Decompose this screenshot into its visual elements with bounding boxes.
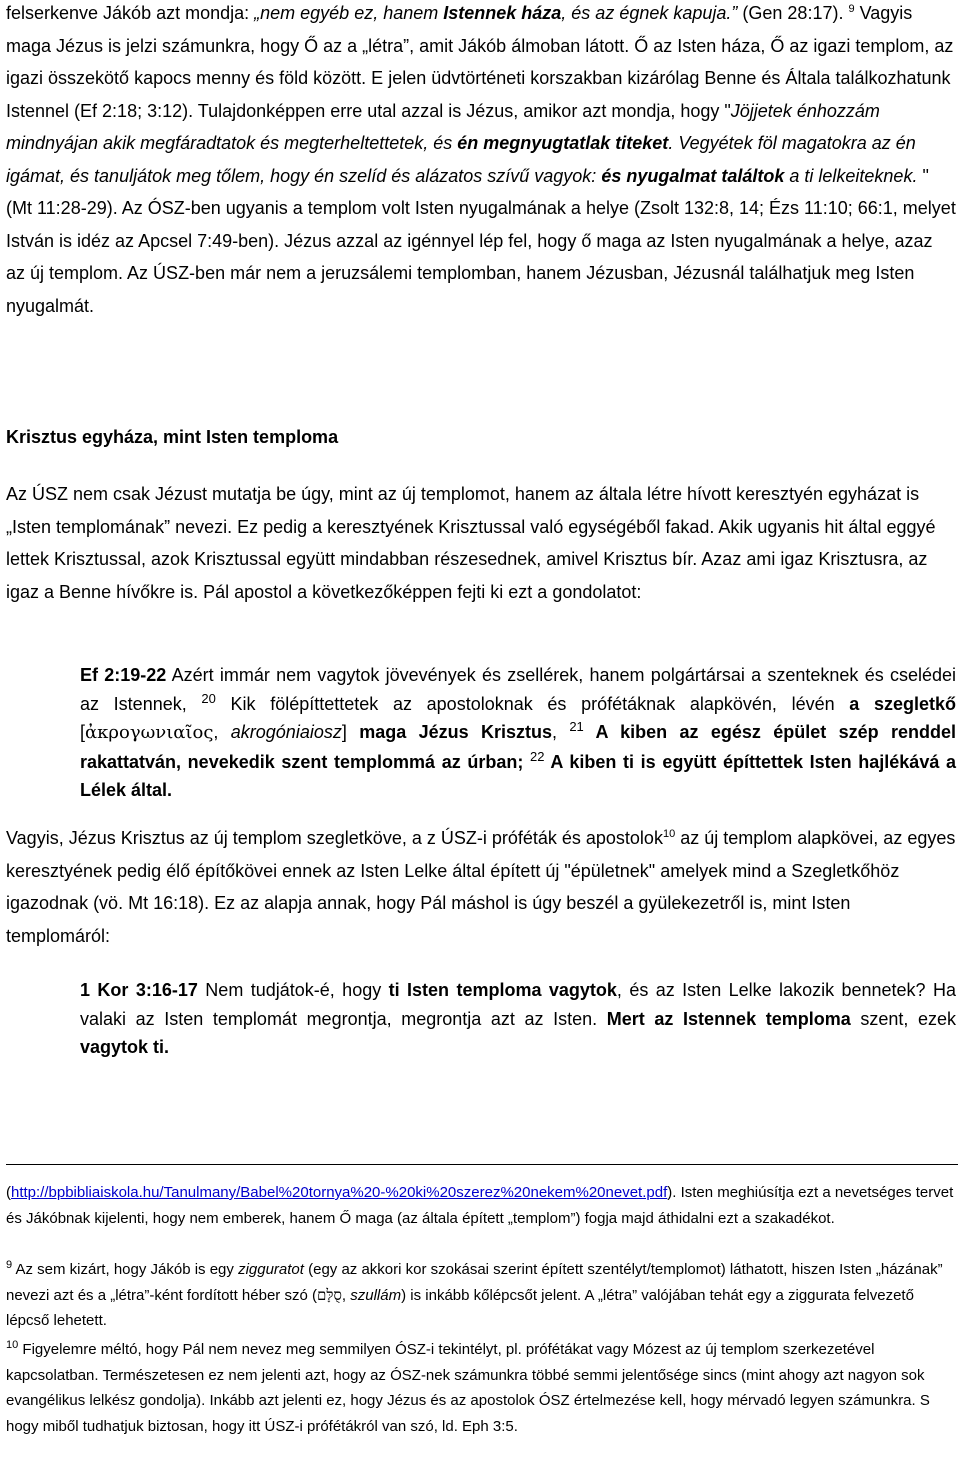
quote-emphasis: vagytok ti.: [80, 1037, 170, 1057]
scripture-reference: 1 Kor 3:16-17: [80, 980, 198, 1000]
quote-emphasis: én megnyugtatlak titeket: [457, 133, 669, 153]
verse-number: 20: [201, 690, 216, 706]
footnote-number: 10: [6, 1339, 19, 1351]
transliteration: akrogóniaiosz: [230, 722, 342, 742]
quote-emphasis: a szegletkő: [849, 693, 956, 714]
intro-text: " (Mt 11:28-29). Az ÓSZ-ben ugyanis a templom volt Isten nyugalmának a helye (Zsolt 132:8, 14; Ézs 11:10; 66:1, melyet István is idéz az Apcsel 7:49-ben). Jézus azzal az igénnyel lép fel, hogy ő maga az Isten nyugalmának a helye, azaz az új templom. Az ÚSZ-ben már nem a jeruzsálemi templomban, hanem Jézusban, Jézusnál találhatjuk meg Isten nyugalmát.: [6, 165, 956, 316]
quote-emphasis: és nyugalmat találtok: [601, 165, 785, 186]
footnote-text: ). Isten meghiúsítja ezt a nevetséges tervet és Jákóbnak kijelenti, hogy nem emberek, hanem Ő maga (az általa épített „templom”) fogja majd áthidalni ezt a szakadékot.: [6, 1184, 954, 1227]
footnote-number: 9: [6, 1259, 13, 1271]
footnote-text: Figyelemre méltó, hogy Pál nem nevez meg semmilyen ÓSZ-i tekintélyt, pl. prófétákat vagy Mózest az új templom szerkezetével kapcsolatban. Természetesen ez nem jelenti azt, hogy az ÓSZ-nek számunkra többé semmi jelentősége sincs (mint ahogy azt nagyon sok evangélikus lelkész gondolja). Inkább azt jelenti ez, hogy Jézus és az apostolok ÓSZ értelmezése kell, hogy mérvadó legyen számunkra. S hogy miből tudhatjuk biztosan, hogy itt ÚSZ-i prófétákról van szó, ld. Eph 3:5.: [6, 1341, 930, 1435]
quote-text: , és az égnek kapuja.”: [561, 3, 738, 23]
quote-text: „nem egyéb ez, hanem: [254, 3, 444, 23]
footnote-text: ,: [341, 1286, 351, 1304]
intro-paragraph: [6, 0, 956, 322]
quote-emphasis: A kiben ti is együtt építtettek Isten hajlékává a Lélek által.: [80, 751, 956, 800]
verse-number: 21: [569, 719, 584, 734]
scripture-quote-corinthians: [80, 976, 956, 1062]
intro-text: (Gen 28:17).: [737, 3, 849, 23]
footnote-continuation: [6, 1180, 956, 1231]
scripture-reference: Ef 2:19-22: [80, 665, 167, 685]
footnote-text: Az sem kizárt, hogy Jákób is egy: [12, 1261, 239, 1278]
quote-emphasis: Mert az Istennek temploma: [606, 1008, 851, 1029]
verse-number: 22: [529, 748, 545, 764]
section3-paragraph: [6, 822, 956, 952]
body-text: Vagyis, Jézus Krisztus az új templom szegletköve, a z ÚSZ-i próféták és apostolok: [6, 828, 663, 848]
quote-emphasis: Istennek háza: [443, 3, 562, 23]
footnote-9: [6, 1257, 956, 1334]
quote-text: Kik fölépíttettetek az apostoloknak és prófétáknak alapkövén, lévén: [215, 693, 850, 714]
footnote-10: [6, 1337, 956, 1439]
greek-word: ἀκρογωνιαῖος: [85, 722, 214, 743]
footnote-text: ) is inkább kőlépcsőt jelent. A „létra” valójában tehát egy a ziggurata felvezető lépcső lehetett.: [6, 1286, 914, 1329]
quote-text: [: [80, 722, 86, 742]
quote-text: szent, ezek: [850, 1008, 957, 1029]
quote-text: Azért immár nem vagytok jövevények és zsellérek, hanem polgártársai a szenteknek és cselédei az Istennek,: [80, 665, 957, 714]
section-heading: Krisztus egyháza, mint Isten temploma: [6, 427, 339, 447]
quote-text: ,: [213, 722, 231, 742]
quote-text: Nem tudjátok-é, hogy: [197, 980, 389, 1000]
body-text: az új templom alapkövei, az egyes keresztyének pedig élő építőkövei ennek az Isten Lelke által épített új "épületnek" amelyek mind a Szegletkőhöz igazodnak (vö. Mt 16:18). Ez az alapja annak, hogy Pál máshol is úgy beszél a gyülekezetről is, mint Isten templomáról:: [6, 828, 956, 946]
intro-text: Vagyis maga Jézus is jelzi számunkra, hogy Ő az a „létra”, amit Jákób álmoban látott. Ő az Isten háza, Ő az igazi templom, az igazi összekötő kapocs menny és föld között. E jelen üdvtörténeti korszakban kizárólag Benne és Általa találkozhatunk Istennel (Ef 2:18; 3:12). Tulajdonképpen erre utal azzal is Jézus, amikor azt mondja, hogy ": [6, 3, 954, 121]
hebrew-word: סֻלָּם: [316, 1285, 342, 1304]
quote-text: a ti lelkeiteknek.: [784, 165, 918, 186]
footnote-text: (: [6, 1184, 11, 1201]
footnote-emphasis: zigguratot: [238, 1261, 304, 1278]
quote-emphasis: ti Isten temploma vagytok: [388, 980, 617, 1000]
footnote-marker-10[interactable]: 10: [662, 828, 676, 840]
section2-paragraph: Az ÚSZ nem csak Jézust mutatja be úgy, mint az új templomot, hanem az általa létre hívott keresztyén egyházat is „Isten templomának” nevezi. Ez pedig a keresztyének Krisztussal való egységéből fakad. Akik ugyanis hit által eggyé lettek Krisztussal, azok Krisztussal együtt mindabban részesednek, amivel Krisztus bír. Azaz ami igaz Krisztusra, az igaz a Benne hívőkre is. Pál apostol a következőképpen fejti ki ezt a gondolatot:: [6, 484, 936, 602]
quote-text: , és az Isten Lelke lakozik bennetek? Ha valaki az Isten templomát megrontja, megrontja azt az Isten.: [80, 980, 956, 1029]
footnote-text: (egy az akkori kor szokásai szerint épített szentélyt/templomot) láthatott, hiszen Isten „házának” nevezi azt és a „létra”-ként fordított héber szó (: [6, 1261, 943, 1304]
quote-text: ]: [341, 722, 360, 742]
quote-text: ,: [551, 722, 570, 742]
scripture-quote-ephesians: [80, 661, 956, 805]
quote-text: Jöjjetek énhozzám mindnyájan akik megfáradtatok és megterheltettetek, és: [6, 100, 880, 153]
intro-text: felserkenve Jákób azt mondja:: [6, 3, 255, 23]
quote-emphasis: maga Jézus Krisztus: [359, 722, 552, 742]
footnote-separator: [6, 1164, 958, 1165]
footnote-link[interactable]: http://bpbibliaiskola.hu/Tanulmany/Babel%20tornya%20-%20ki%20szerez%20nekem%20nevet.pdf: [11, 1184, 668, 1201]
quote-emphasis: A kiben az egész épület szép renddel rakattatván, nevekedik szent templommá az úrban;: [80, 722, 956, 772]
document-page: [6, 0, 957, 1435]
transliteration: szullám: [350, 1286, 402, 1304]
quote-text: . Vegyétek föl magatokra az én igámat, és tanuljátok meg tőlem, hogy én szelíd és alázatos szívű vagyok:: [6, 133, 916, 186]
footnote-marker-9[interactable]: 9: [848, 3, 855, 15]
